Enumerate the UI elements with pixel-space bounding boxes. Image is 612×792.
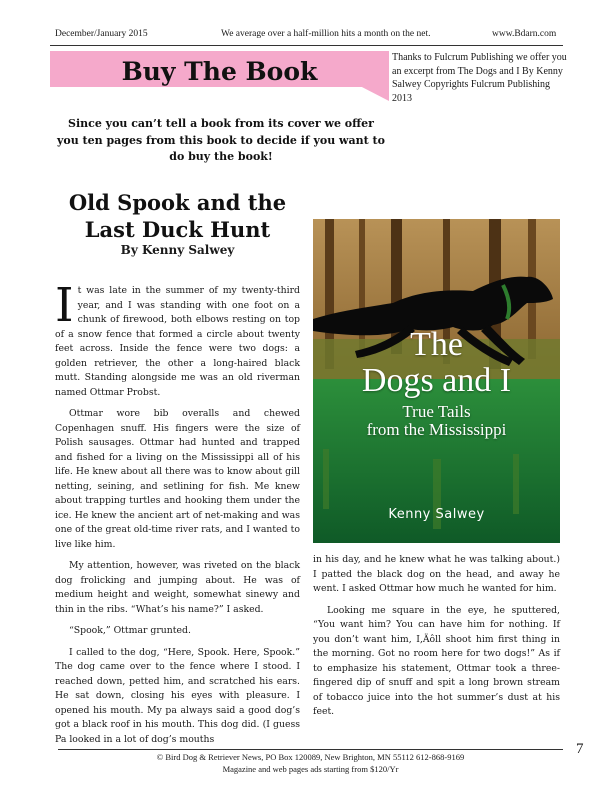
cover-author: Kenny Salwey [388,507,485,522]
paragraph-5: I called to the dog, “Here, Spook. Here, Spook.” The dog came over to the fence where I stood. I reached down, petted him, and scratched his ears. He sat down, closing his eyes with pleasure. I opened his mouth. My pa always said a good dog’s got a black roof in his mouth. This dog did. (I guess Pa looked in a lot of dog’s mouths [55,646,300,745]
book-cover [313,219,560,543]
header-slogan: We average over a half-million hits a month on the net. [221,29,431,39]
article-column-left [55,278,300,754]
paragraph-6: Looking me square in the eye, he sputtered, “You want him? You can have him for nothing. If you don’t want him, I‚Äôll shoot him first thing in the morning. Got no room here for two dogs!” As if to emphasize his statement, Ottmar took a three-fingered dip of snuff and spit a long brown stream of tobacco juice into the hot summer’s dust at his feet. [313,604,560,717]
header-site-link[interactable]: www.Bdarn.com [492,29,557,39]
cover-subtitle: True Tails from the Mississippi [366,402,507,439]
paragraph-2: Ottmar wore bib overalls and chewed Copenhagen snuff. His fingers were the size of Polish sausages. Ottmar had hunted and trapped and fished for a living on the Mississippi all of his life. He knew about all there was to know about gill netting, seining, and setlining for fish. Me knew about trapping turtles and hooking them under the ice. He knew the ancient art of net-making and was one of the great old-time river rats, and I wanted to live like him. [55,408,300,550]
story-title: Old Spook and the Last Duck Hunt [68,190,287,242]
banner-title: Buy The Book [121,57,318,86]
byline: By Kenny Salwey [120,243,235,257]
paragraph-3: My attention, however, was riveted on the black dog frolicking and jumping about. He was of medium height and weight, somewhat sinewy and thin in the ribs. “What’s his name?” I asked. [55,560,300,615]
footer [58,751,563,775]
drop-cap: I [55,278,74,333]
footer-divider [58,749,563,750]
header-divider [50,45,563,46]
excerpt-note: Thanks to Fulcrum Publishing we offer you an excerpt from The Dogs and I By Kenny Salwey Copyrights Fulcrum Publishing 2013 [392,52,567,104]
paragraph-4: “Spook,” Ottmar grunted. [69,625,191,636]
paragraph-1: It was late in the summer of my twenty-third year, and I was standing with one foot on a chunk of firewood, both elbows resting on top of a snow fence that formed a circle about twenty feet across. Inside the fence were two dogs: a golden retriever, the other a long-haired black mutt. Standing alongside me was an old riverman named Ottmar Probst. [55,278,300,398]
cover-title: The Dogs and I [361,326,512,399]
page-number: 7 [576,741,584,757]
article-column-right [313,553,560,727]
paragraph-5-continued: in his day, and he knew what he was talking about.) I patted the black dog on the head, and away he went. I asked Ottmar how much he wanted for him. [313,554,560,594]
tagline: Since you can’t tell a book from its cover we offer you ten pages from this book to decide if you want to do buy the book! [57,117,385,163]
footer-ad-rates: Magazine and web pages ads starting from $120/Yr [222,764,399,774]
issue-date: December/January 2015 [55,29,148,39]
footer-contact: © Bird Dog & Retriever News, PO Box 120089, New Brighton, MN 55112 612-868-9169 [156,752,465,762]
